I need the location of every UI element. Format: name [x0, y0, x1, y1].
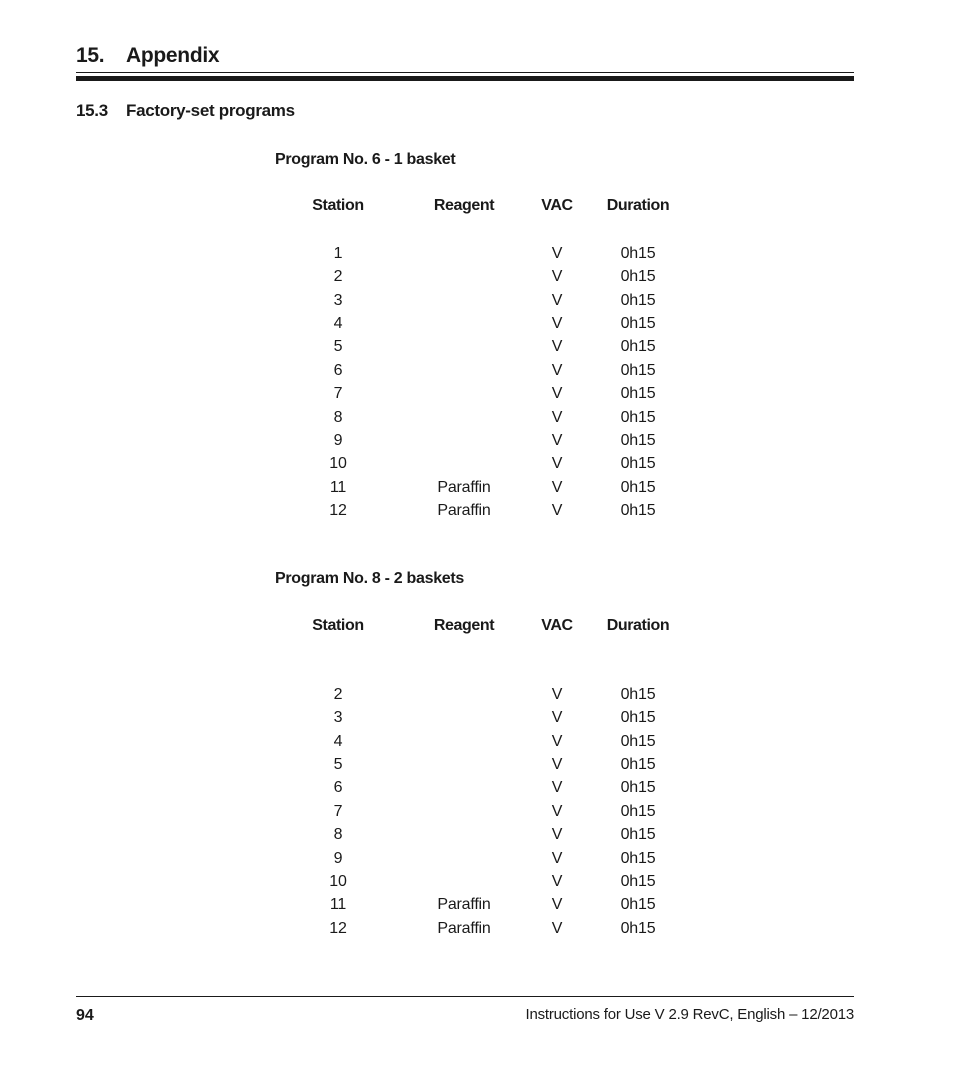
cell-duration: 0h15	[620, 756, 656, 773]
cell-duration: 0h15	[620, 826, 656, 843]
section-heading	[76, 101, 295, 121]
cell-station: 8	[333, 826, 343, 843]
cell-station: 6	[333, 779, 343, 796]
cell-duration: 0h15	[620, 686, 656, 703]
cell-duration: 0h15	[620, 803, 656, 820]
cell-vac: V	[551, 873, 563, 890]
footer-rule	[76, 996, 854, 997]
cell-duration: 0h15	[620, 362, 656, 379]
cell-duration: 0h15	[620, 455, 656, 472]
chapter-heading	[76, 44, 219, 68]
cell-duration: 0h15	[620, 409, 656, 426]
cell-vac: V	[551, 479, 563, 496]
column-header-vac: VAC	[541, 617, 573, 634]
cell-station: 11	[329, 479, 347, 496]
program-title: Program No. 6 - 1 basket	[275, 151, 456, 168]
cell-duration: 0h15	[620, 502, 656, 519]
chapter-title: Appendix	[126, 44, 220, 67]
cell-vac: V	[551, 338, 563, 355]
cell-station: 12	[329, 920, 347, 937]
cell-station: 6	[333, 362, 343, 379]
cell-station: 9	[333, 850, 343, 867]
cell-vac: V	[551, 502, 563, 519]
cell-station: 10	[329, 455, 347, 472]
cell-duration: 0h15	[620, 850, 656, 867]
page-number: 94	[76, 1007, 94, 1024]
cell-vac: V	[551, 455, 563, 472]
column-header-reagent: Reagent	[433, 617, 495, 634]
cell-vac: V	[551, 803, 563, 820]
cell-duration: 0h15	[620, 709, 656, 726]
column-header-vac: VAC	[541, 197, 573, 214]
cell-reagent: Paraffin	[437, 502, 491, 519]
cell-station: 7	[333, 803, 343, 820]
cell-vac: V	[551, 385, 563, 402]
cell-duration: 0h15	[620, 315, 656, 332]
cell-vac: V	[551, 292, 563, 309]
cell-station: 2	[333, 686, 343, 703]
cell-vac: V	[551, 409, 563, 426]
header-rule-thick	[76, 76, 854, 81]
cell-station: 4	[333, 315, 343, 332]
cell-reagent: Paraffin	[437, 896, 491, 913]
cell-station: 3	[333, 292, 343, 309]
cell-duration: 0h15	[620, 479, 656, 496]
column-header-duration: Duration	[606, 617, 670, 634]
cell-station: 11	[329, 896, 347, 913]
cell-station: 7	[333, 385, 343, 402]
cell-vac: V	[551, 896, 563, 913]
cell-vac: V	[551, 432, 563, 449]
cell-vac: V	[551, 245, 563, 262]
cell-station: 4	[333, 733, 343, 750]
cell-reagent: Paraffin	[437, 920, 491, 937]
cell-vac: V	[551, 779, 563, 796]
header-rule-thin	[76, 72, 854, 73]
column-header-station: Station	[312, 197, 364, 214]
column-header-duration: Duration	[606, 197, 670, 214]
cell-station: 3	[333, 709, 343, 726]
cell-duration: 0h15	[620, 292, 656, 309]
cell-station: 8	[333, 409, 343, 426]
cell-duration: 0h15	[620, 896, 656, 913]
cell-station: 5	[333, 338, 343, 355]
cell-vac: V	[551, 733, 563, 750]
cell-vac: V	[551, 826, 563, 843]
cell-reagent: Paraffin	[437, 479, 491, 496]
cell-duration: 0h15	[620, 733, 656, 750]
cell-duration: 0h15	[620, 268, 656, 285]
cell-vac: V	[551, 756, 563, 773]
footer-text: Instructions for Use V 2.9 RevC, English – 12/2013	[525, 1006, 854, 1023]
column-header-station: Station	[312, 617, 364, 634]
chapter-number: 15.	[76, 44, 105, 67]
section-title: Factory-set programs	[126, 101, 295, 120]
cell-station: 9	[333, 432, 343, 449]
cell-duration: 0h15	[620, 432, 656, 449]
cell-vac: V	[551, 315, 563, 332]
cell-duration: 0h15	[620, 245, 656, 262]
cell-duration: 0h15	[620, 338, 656, 355]
cell-vac: V	[551, 268, 563, 285]
cell-duration: 0h15	[620, 385, 656, 402]
cell-station: 10	[329, 873, 347, 890]
cell-vac: V	[551, 920, 563, 937]
column-header-reagent: Reagent	[433, 197, 495, 214]
cell-vac: V	[551, 709, 563, 726]
cell-duration: 0h15	[620, 920, 656, 937]
cell-station: 2	[333, 268, 343, 285]
section-number: 15.3	[76, 101, 108, 120]
cell-station: 5	[333, 756, 343, 773]
cell-duration: 0h15	[620, 779, 656, 796]
cell-vac: V	[551, 362, 563, 379]
cell-station: 1	[333, 245, 343, 262]
cell-vac: V	[551, 850, 563, 867]
cell-station: 12	[329, 502, 347, 519]
cell-duration: 0h15	[620, 873, 656, 890]
cell-vac: V	[551, 686, 563, 703]
program-title: Program No. 8 - 2 baskets	[275, 570, 465, 587]
